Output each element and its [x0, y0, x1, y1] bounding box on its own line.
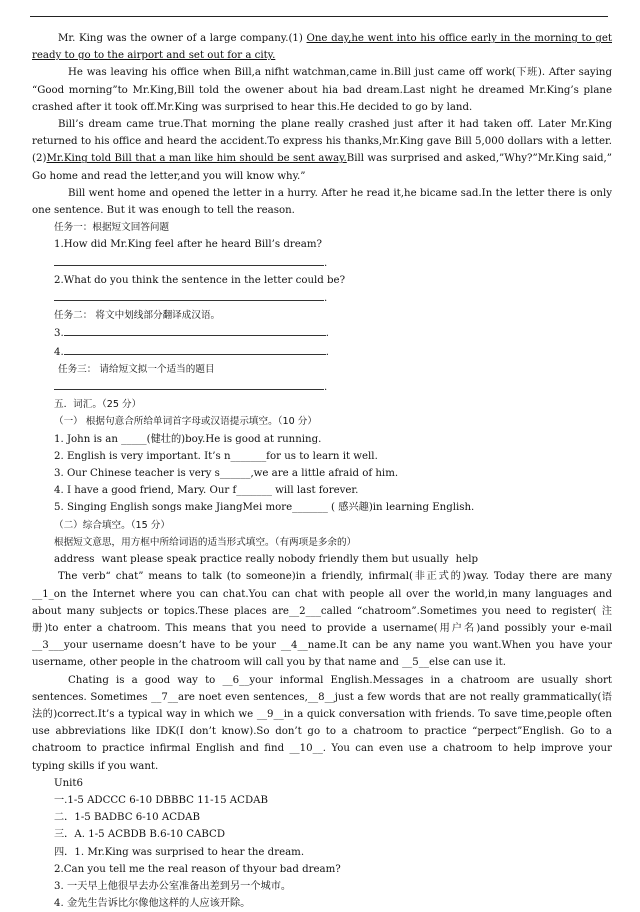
task1-title: 任务一：根据短文回答问题: [54, 222, 170, 234]
passage-paragraph-1: [32, 30, 612, 64]
answer-blank[interactable]: [54, 378, 324, 390]
answer-blank[interactable]: [54, 254, 324, 266]
word-bank-item: want please speak practice really nobody friendly them but usually: [101, 554, 449, 566]
section5-sub1: （一） 根据句意合所给单词首字母或汉语提示填空。（10 分）: [54, 416, 317, 428]
cloze-instructions: 根据短文意思，用方框中所给词语的适当形式填空。（有两项是多余的）: [54, 536, 357, 548]
answer-blank[interactable]: [64, 343, 326, 355]
answer-key-line: 三．A. 1-5 ACBDB B.6-10 CABCD: [54, 829, 226, 841]
underlined-sentence-1: One day,he went into his office early in the morning to get ready to go to the airport and set out for a city.: [32, 33, 612, 62]
answer-line[interactable]: .: [32, 289, 612, 307]
vocab-item-1: 1. John is an _____(健壮的)boy.He is good at running.: [54, 433, 322, 445]
answer-blank[interactable]: [54, 289, 324, 301]
vocab-item-4: 4. I have a good friend, Mary. Our f_______ will last forever.: [54, 485, 359, 497]
passage-text: Bill was surprised and asked,”Why?”Mr.King said,” Go home and read the letter,and you will know why.”: [32, 153, 612, 182]
top-rule: [30, 16, 608, 17]
answer-key-line: 4. 金先生告诉比尔像他这样的人应该开除。: [54, 898, 251, 910]
vocab-item-5: 5. Singing English songs make JiangMei more_______ ( 感兴趣)in learning English.: [54, 502, 475, 514]
word-bank-item: help: [455, 554, 478, 566]
passage-paragraph-4: Bill went home and opened the letter in a hurry. After he read it,he bicame sad.In the letter there is only one sentence. But it was enough to tell the reason.: [32, 187, 612, 217]
translation-line-4[interactable]: 4. .: [32, 343, 612, 361]
cloze-paragraph-1: The verb“ chat” means to talk (to someone)in a friendly, infirmal(非正式的)way. Today there are many __1_on the Internet where you can chat.You can chat with people all over the world,in many languages and about many subjects or topics.These places are__2___called “chatroom”.Sometimes you need to register( 注册)to enter a chatroom. This means that you need to provide a username(用户名)and possibly your e-mail __3___your username doesn’t have to be your __4__name.It can be any name you want.When you have your username, other people in the chatroom will call you by that name and __5__else can use it.: [32, 571, 612, 669]
answer-key-line: 一.1-5 ADCCC 6-10 DBBBC 11-15 ACDAB: [54, 794, 268, 806]
passage-text: Bill’s dream came true.That morning the plane really crashed just after it had taken off. Later Mr.King returned to his office and heard the accident.To express his thanks,Mr.King gave Bill 5,000 dollars with a letter.(2): [32, 119, 612, 165]
word-bank: [32, 551, 612, 568]
cloze-paragraph-2: Chating is a good way to __6__your informal English.Messages in a chatroom are usually short sentences. Sometimes __7__are noet even sentences,__8__just a few words that are not really grammatically(语法的)correct.It’s a typical way in which we __9__in a quick conversation with friends. To save time,people often use abbreviations like IDK(I don’t know).So don’t go to a chatroom to practice “perpect”English. Go to a chatroom to practice infirmal English and find __10__. You can even use a chatroom to help improve your typing skills if you want.: [32, 674, 612, 772]
passage-paragraph-2: He was leaving his office when Bill,a nifht watchman,came in.Bill just came off work(下班). After saying “Good morning”to Mr.King,Bill told the owener about hia bad dream.Last night he dreamed Mr.King’s plane crashed after it took off.Mr.King was surprised to hear this.He decided to go by land.: [32, 67, 612, 113]
vocab-item-2: 2. English is very important. It’s n_______for us to learn it well.: [54, 450, 378, 462]
task2-title: 任务二： 将文中划线部分翻译成汉语。: [54, 310, 221, 322]
answer-key-line: 二．1-5 BADBC 6-10 ACDAB: [54, 812, 201, 824]
section5-sub2: （二）综合填空。（15 分）: [54, 519, 170, 531]
answer-key-line: 2.Can you tell me the real reason of thyour bad dream?: [54, 863, 341, 875]
task1-question-1: 1.How did Mr.King feel after he heard Bill’s dream?: [54, 239, 322, 251]
answer-line[interactable]: .: [32, 254, 612, 272]
underlined-sentence-2: Mr.King told Bill that a man like him should be sent away.: [46, 153, 347, 165]
section5-title: 五．词汇。（25 分）: [54, 399, 142, 411]
answer-key-line: 四．1. Mr.King was surprised to hear the dream.: [54, 846, 305, 858]
translation-line-3[interactable]: 3. .: [32, 324, 612, 342]
answer-blank[interactable]: [64, 324, 326, 336]
answer-key-line: 3. 一天早上他很早去办公室准备出差到另一个城市。: [54, 880, 292, 892]
document-content: [32, 30, 612, 912]
passage-text: Mr. King was the owner of a large company.(1): [58, 33, 307, 44]
answers-unit: Unit6: [54, 777, 83, 789]
task3-title: 任务三： 请给短文拟一个适当的题目: [58, 363, 215, 375]
vocab-item-3: 3. Our Chinese teacher is very s______,we are a little afraid of him.: [54, 468, 399, 480]
task1-question-2: 2.What do you think the sentence in the letter could be?: [54, 274, 346, 286]
passage-paragraph-3: [32, 116, 612, 185]
answer-line[interactable]: .: [32, 378, 612, 396]
word-bank-item: address: [54, 554, 95, 566]
